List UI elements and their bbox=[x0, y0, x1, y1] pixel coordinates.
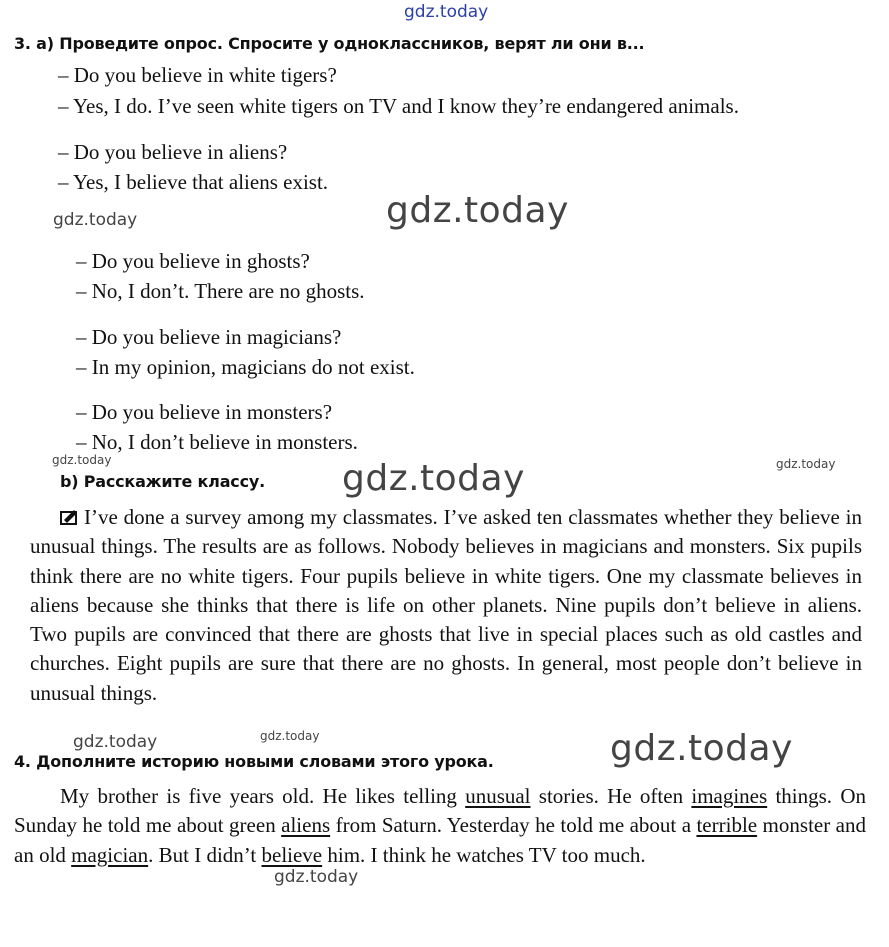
watermark-medium: gdz.today bbox=[274, 867, 359, 887]
dialogue-line: – Do you believe in ghosts? bbox=[76, 249, 310, 273]
filled-word: magician bbox=[71, 842, 149, 867]
task4-heading: 4. Дополните историю новыми словами этого урока. bbox=[14, 752, 494, 771]
dialogue-line: – In my opinion, magicians do not exist. bbox=[76, 355, 415, 379]
dialogue-line: – Do you believe in magicians? bbox=[76, 325, 342, 349]
dialogue-line: – Yes, I believe that aliens exist. bbox=[58, 170, 329, 194]
dialogue-line: – No, I don’t. There are no ghosts. bbox=[76, 279, 365, 303]
dialogue-line: – Do you believe in aliens? bbox=[58, 140, 288, 164]
dialogue-line: – Do you believe in monsters? bbox=[76, 400, 333, 424]
survey-story-text: I’ve done a survey among my classmates. I’ve asked ten classmates whether they believe in unusual things. The results are as follows. Nobody believes in magicians and monsters. Six pupils think there are no white tigers. Four pupils believe in white tigers. One my classmate believes in aliens because she thinks that there is life on other planets. Nine pupils don’t believe in aliens. Two pupils are convinced that there are ghosts that live in special places such as old castles and churches. Eight pupils are sure that there are no ghosts. In general, most people don’t believe in unusual things. bbox=[30, 505, 862, 705]
story-text: him. I think he watches TV too much. bbox=[322, 842, 646, 867]
story-text: monster and an old bbox=[14, 813, 866, 867]
task3-heading-b: b) Расскажите классу. bbox=[60, 472, 265, 491]
watermark-small: gdz.today bbox=[52, 453, 112, 467]
story-text: things. On Sunday he told me about green bbox=[14, 784, 867, 838]
dialogue-line: – Yes, I do. I’ve seen white tigers on TV and I know they’re endangered animals. bbox=[58, 94, 739, 118]
story-text: . But I didn’t bbox=[148, 842, 262, 867]
survey-story bbox=[30, 503, 862, 708]
watermark-top: gdz.today bbox=[404, 2, 489, 22]
watermark-medium: gdz.today bbox=[73, 732, 158, 752]
watermark-small: gdz.today bbox=[260, 729, 320, 743]
dialogue-line: – Do you believe in white tigers? bbox=[58, 63, 337, 87]
watermark-large: gdz.today bbox=[386, 190, 569, 231]
filled-word: terrible bbox=[696, 813, 758, 838]
task3-heading-a: 3. a) Проведите опрос. Спросите у одноклассников, верят ли они в... bbox=[14, 34, 645, 53]
filled-word: believe bbox=[261, 842, 323, 867]
story-text: stories. He often bbox=[530, 784, 692, 808]
watermark-large: gdz.today bbox=[342, 458, 525, 499]
story-text: My brother is five years old. He likes telling bbox=[60, 784, 466, 808]
watermark-large: gdz.today bbox=[610, 728, 793, 769]
filled-word: imagines bbox=[691, 784, 768, 808]
filled-word: unusual bbox=[465, 784, 531, 808]
pencil-icon bbox=[60, 509, 78, 525]
task4-story bbox=[14, 782, 866, 870]
watermark-small: gdz.today bbox=[776, 457, 836, 471]
watermark-medium: gdz.today bbox=[53, 210, 138, 230]
filled-word: aliens bbox=[281, 813, 331, 838]
story-text: from Saturn. Yesterday he told me about a bbox=[330, 813, 697, 838]
dialogue-line: – No, I don’t believe in monsters. bbox=[76, 430, 358, 454]
